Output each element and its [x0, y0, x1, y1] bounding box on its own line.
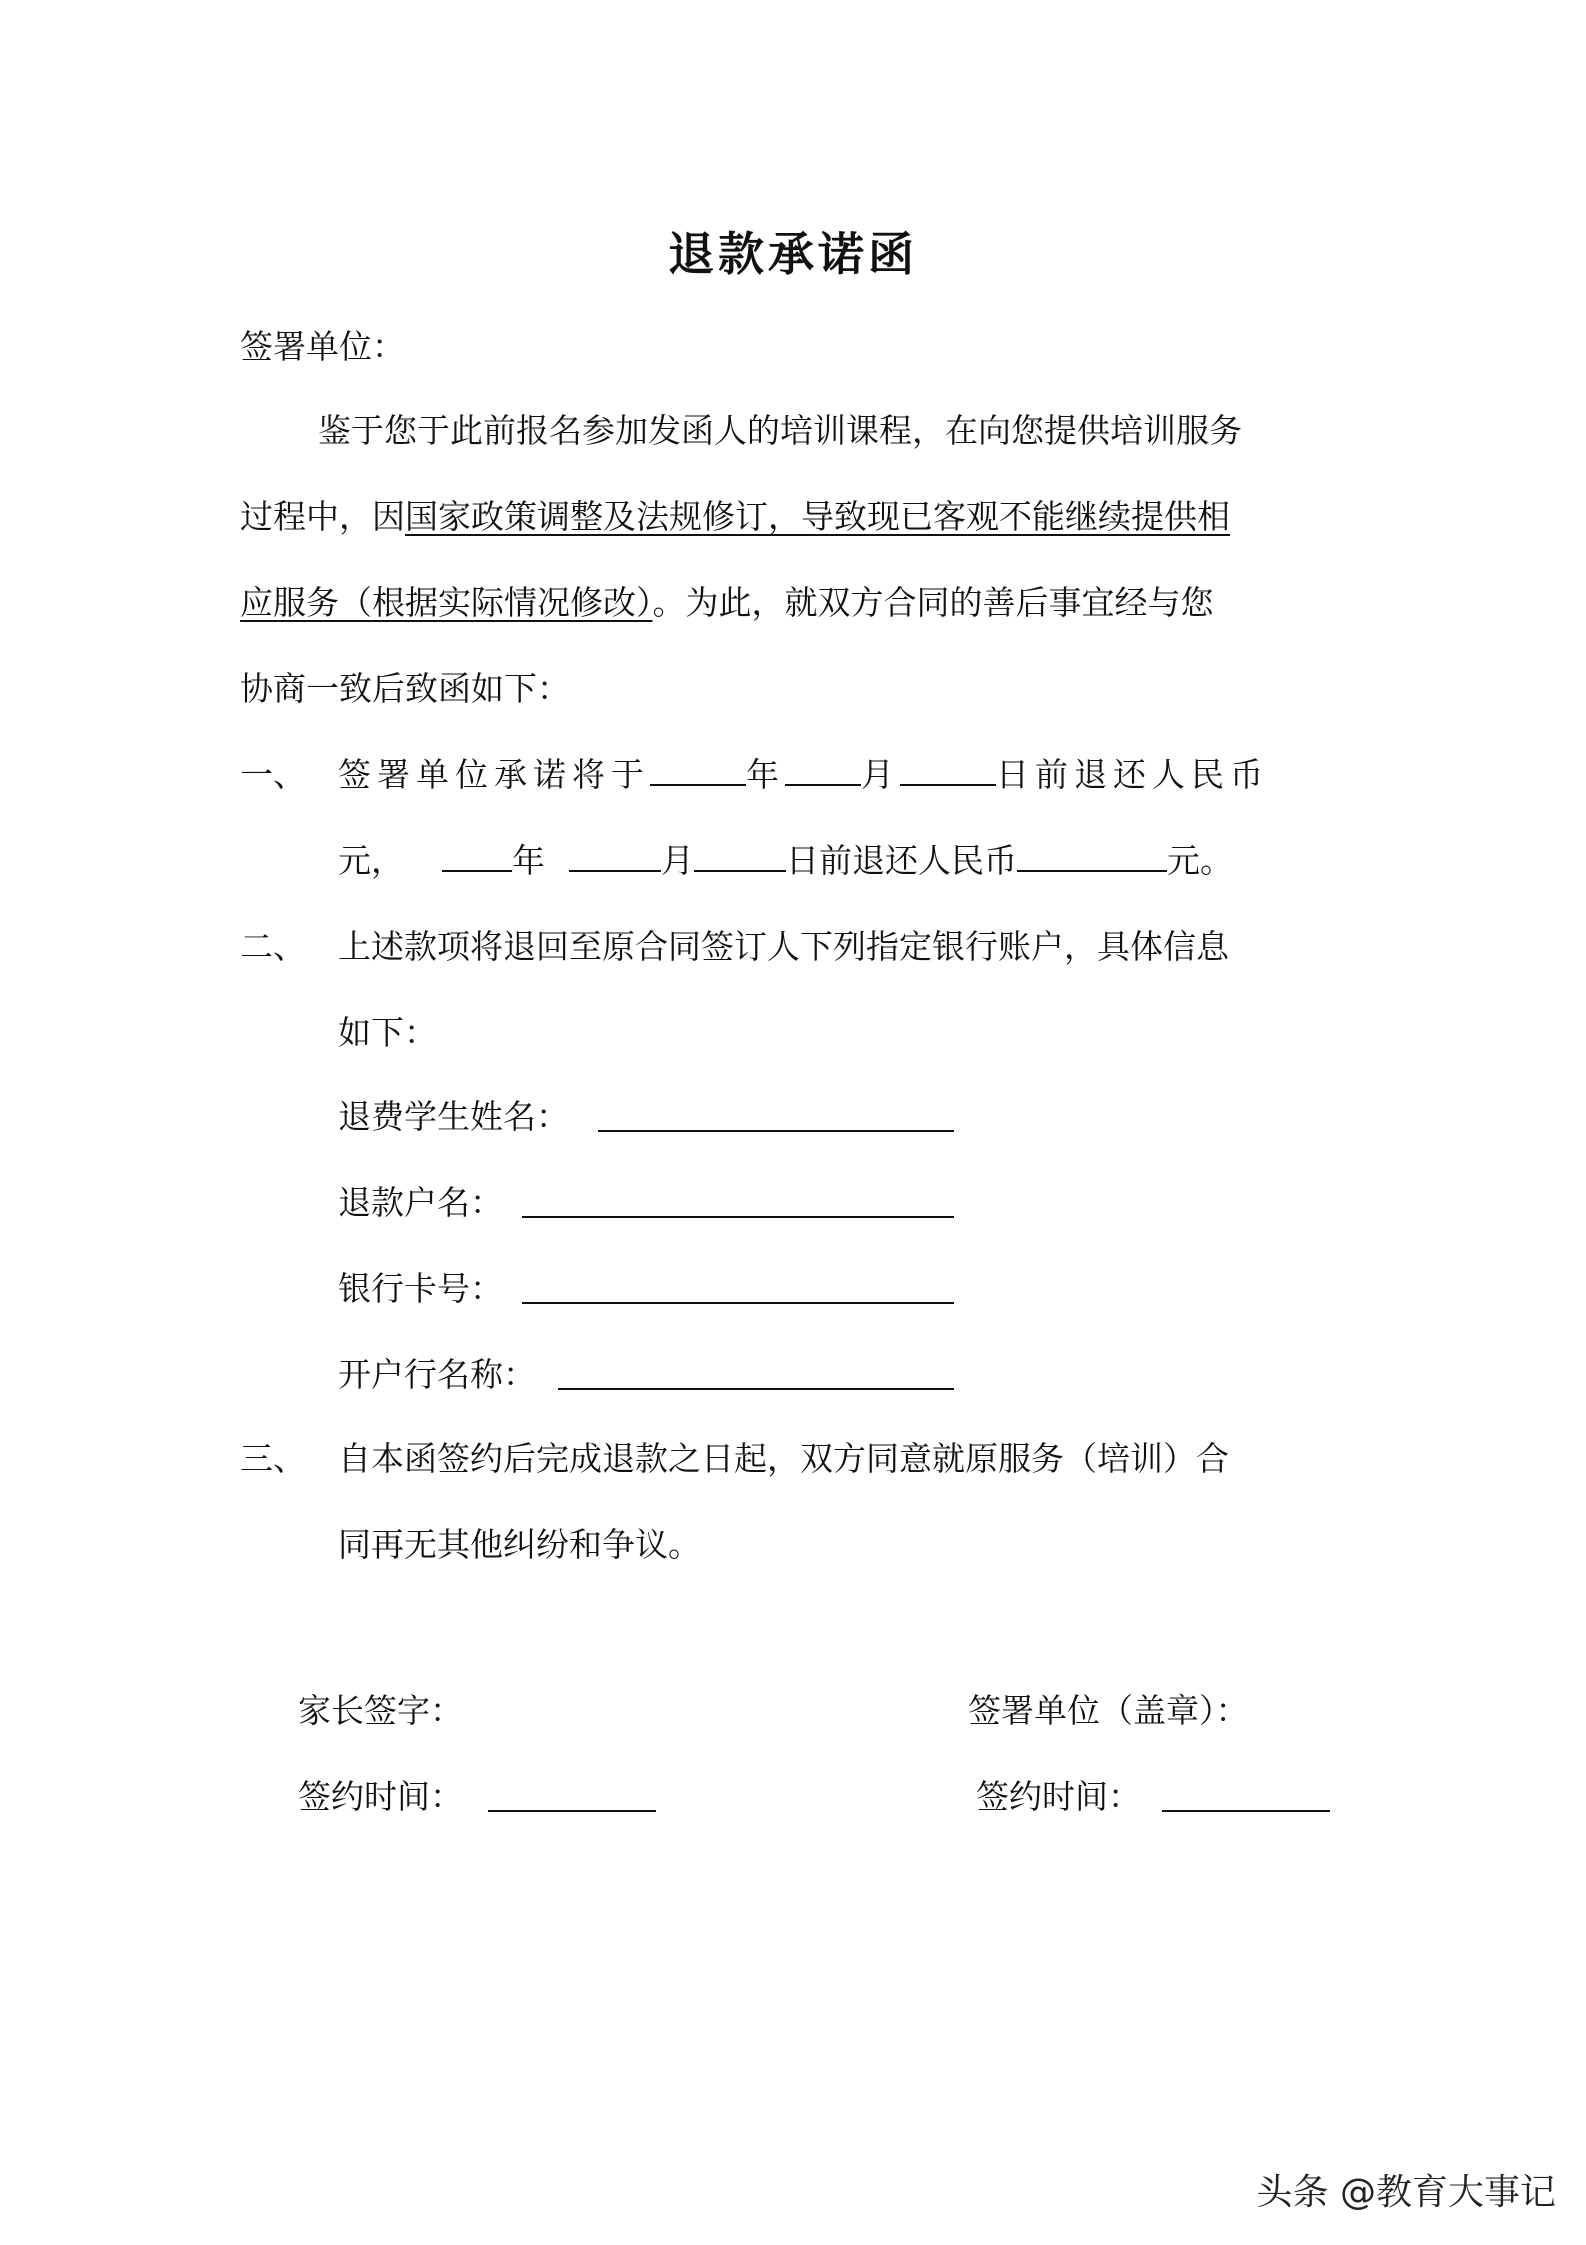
sign-time-left-line[interactable]: [488, 1810, 656, 1812]
intro-line-1: [318, 410, 1352, 452]
item-one-month: 月: [861, 755, 900, 794]
intro-line-2: [240, 496, 1230, 538]
refund-month-blank-2[interactable]: [569, 840, 661, 872]
bank-name-line[interactable]: [558, 1388, 954, 1390]
item-one-year: 年: [746, 755, 785, 794]
card-number-label: 银行卡号：: [338, 1269, 503, 1308]
account-name-line[interactable]: [522, 1216, 954, 1218]
unit-seal-label: 签署单位（盖章）：: [968, 1691, 1249, 1730]
refund-year-blank-1[interactable]: [650, 754, 746, 786]
item-one-year-2: 年: [512, 841, 545, 880]
document-title: 退款承诺函: [668, 227, 918, 281]
refund-amount-blank[interactable]: [1017, 840, 1167, 872]
item-one-text-b: 日前退还人民币: [996, 755, 1269, 794]
item-two-number: 二、: [240, 927, 306, 966]
intro-line-3: [240, 582, 1214, 624]
item-two-line-1: 上述款项将退回至原合同签订人下列指定银行账户，具体信息: [338, 927, 1229, 966]
refund-month-blank-1[interactable]: [785, 754, 861, 786]
student-name-label: 退费学生姓名：: [338, 1097, 569, 1136]
item-three-number: 三、: [240, 1439, 306, 1478]
item-one-number: 一、: [240, 755, 306, 794]
source-watermark: 头条 @教育大事记: [1256, 2172, 1556, 2213]
refund-year-blank-2[interactable]: [442, 840, 512, 872]
intro-text-2a: 过程中，因: [240, 497, 405, 536]
card-number-line[interactable]: [522, 1302, 954, 1304]
item-three-line-2: 同再无其他纠纷和争议。: [338, 1525, 701, 1564]
refund-day-blank-1[interactable]: [900, 754, 996, 786]
item-one-line-1: [338, 754, 1269, 796]
intro-text-3a-underlined: 应服务（根据实际情况修改）: [240, 583, 653, 622]
item-one-text-a: 签署单位承诺将于: [338, 755, 650, 794]
student-name-line[interactable]: [598, 1130, 954, 1132]
sign-time-right-line[interactable]: [1162, 1810, 1330, 1812]
refund-day-blank-2[interactable]: [694, 840, 786, 872]
account-name-label: 退款户名：: [338, 1183, 503, 1222]
addressee-label: 签署单位：: [240, 327, 405, 366]
item-three-line-1: 自本函签约后完成退款之日起，双方同意就原服务（培训）合: [338, 1439, 1229, 1478]
item-one-month-2: 月: [661, 841, 694, 880]
item-one-yuan-2: 元。: [1167, 841, 1233, 880]
item-one-text-c: 日前退还人民币: [786, 841, 1017, 880]
item-one-line-2: [338, 840, 1233, 882]
item-one-yuan-1: 元，: [338, 841, 404, 880]
intro-text-3b: 。为此，就双方合同的善后事宜经与您: [652, 583, 1214, 622]
parent-signature-label: 家长签字：: [298, 1691, 463, 1730]
intro-text-2b-underlined: 国家政策调整及法规修订，导致现已客观不能继续提供相: [405, 497, 1230, 536]
sign-time-right-label: 签约时间：: [976, 1777, 1141, 1816]
intro-line-4: 协商一致后致函如下：: [240, 669, 570, 708]
bank-name-label: 开户行名称：: [338, 1355, 536, 1394]
intro-text-1: 鉴于您于此前报名参加发函人的培训课程，在向您提供培训服务: [318, 411, 1242, 450]
item-two-line-2: 如下：: [338, 1013, 437, 1052]
sign-time-left-label: 签约时间：: [298, 1777, 463, 1816]
